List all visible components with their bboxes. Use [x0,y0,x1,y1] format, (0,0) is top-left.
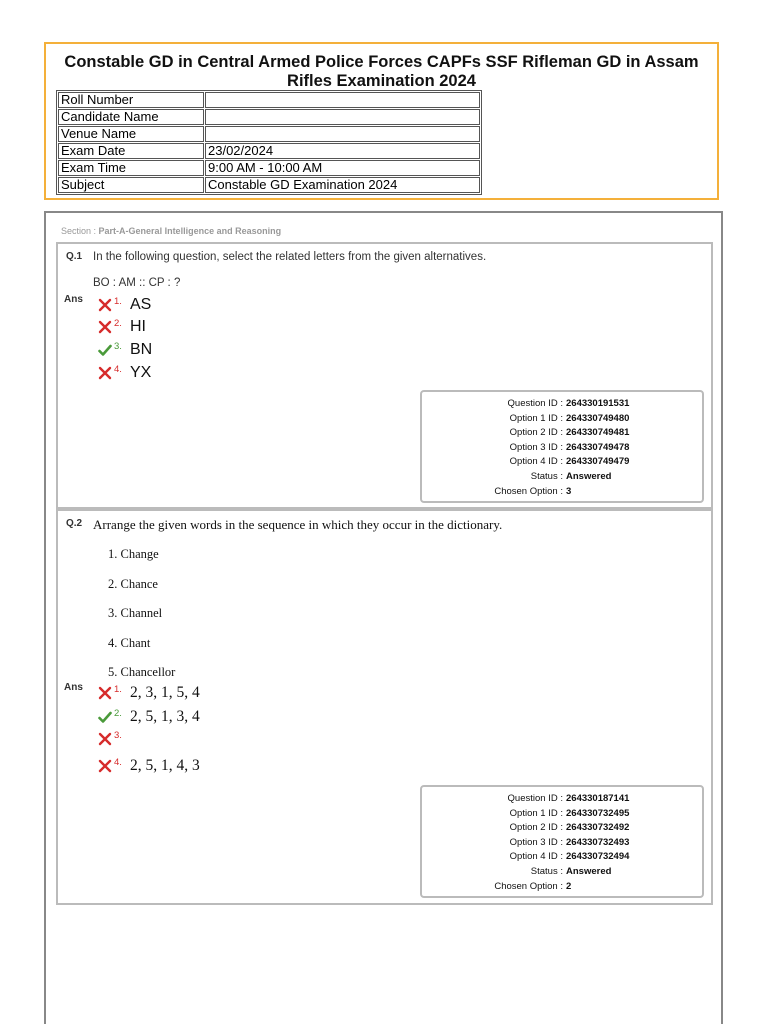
meta-key: Option 2 ID : [509,427,563,439]
list-item: 4. Chant [108,636,151,650]
response-sheet [44,211,723,1024]
section-title [61,226,281,236]
question-meta [420,785,704,898]
cross-icon [98,759,112,773]
option-number: 4. [114,756,122,768]
option-4 [98,757,200,775]
cross-icon [98,732,112,746]
meta-key: Option 2 ID : [509,822,563,834]
list-item: 1. Change [108,547,159,561]
section-name: Part-A-General Intelligence and Reasoning [98,226,282,236]
meta-value: 264330732493 [566,836,630,848]
option-text: 2, 5, 1, 4, 3 [129,757,200,774]
option-text: 2, 3, 1, 5, 4 [129,684,200,701]
info-label: Exam Time [58,160,204,176]
option-text: AS [129,296,152,313]
meta-key: Question ID : [507,398,563,409]
cross-icon [98,686,112,700]
status-row [422,865,702,880]
check-icon [98,343,112,357]
chosen-option-row [422,880,702,895]
option-number: 2. [114,707,122,719]
info-row [58,109,480,125]
option-text: 2, 5, 1, 3, 4 [129,708,200,725]
list-item: 5. Chancellor [108,665,176,679]
info-row [58,160,480,176]
question-2 [56,509,713,905]
info-row [58,143,480,159]
cross-icon [98,366,112,380]
option-2 [98,708,200,726]
option4-id-row [422,850,702,865]
meta-value: 264330749478 [566,441,630,453]
info-value: Constable GD Examination 2024 [205,177,480,193]
chosen-option-row [422,485,702,500]
info-label: Exam Date [58,143,204,159]
ans-label: Ans [64,294,83,305]
check-icon [98,710,112,724]
meta-value: 264330187141 [566,793,630,804]
option2-id-row [422,426,702,441]
option-1 [98,296,151,314]
question-1 [56,242,713,509]
meta-key: Option 3 ID : [509,441,563,453]
option4-id-row [422,455,702,470]
meta-value: 264330749481 [566,427,630,439]
ans-label: Ans [64,682,83,693]
cross-icon [98,298,112,312]
question-id-row [422,792,702,807]
option-1 [98,684,200,702]
option-2 [98,318,146,336]
list-item: 3. Channel [108,606,163,620]
option-4 [98,364,151,382]
meta-value: 264330191531 [566,398,630,409]
question-number: Q.1 [66,251,83,262]
cross-icon [98,320,112,334]
option1-id-row [422,807,702,822]
option3-id-row [422,441,702,456]
option2-id-row [422,821,702,836]
meta-key: Option 1 ID : [509,412,563,424]
meta-key: Option 3 ID : [509,836,563,848]
meta-key: Chosen Option : [494,485,563,497]
info-label: Roll Number [58,92,204,108]
info-value [205,126,480,142]
question-id-row [422,397,702,412]
info-row [58,177,480,193]
option-number: 2. [114,317,122,329]
question-number: Q.2 [66,518,83,529]
info-label: Venue Name [58,126,204,142]
option-number: 4. [114,363,122,375]
info-row [58,92,480,108]
option3-id-row [422,836,702,851]
option-number: 3. [114,340,122,352]
meta-value: 264330732492 [566,822,630,834]
meta-key: Option 1 ID : [509,807,563,819]
option-3 [98,341,152,359]
meta-value: Answered [566,470,612,482]
status-row [422,470,702,485]
info-value [205,92,480,108]
meta-value: 264330749480 [566,412,630,424]
candidate-info-table [56,90,482,195]
exam-title: Constable GD in Central Armed Police Forces CAPFs SSF Rifleman GD in Assam Rifles Examination 2024 [64,53,699,90]
option-number: 1. [114,683,122,695]
meta-key: Status : [530,470,563,482]
info-value: 9:00 AM - 10:00 AM [205,160,480,176]
meta-key: Question ID : [507,793,563,804]
meta-value: 264330749479 [566,456,630,468]
list-item: 2. Chance [108,577,158,591]
meta-value: 2 [566,880,572,892]
option-text: YX [129,364,152,381]
meta-key: Status : [530,865,563,877]
section-label: Section : [61,226,97,236]
option-number: 3. [114,729,122,741]
option-number: 1. [114,295,122,307]
option1-id-row [422,412,702,427]
meta-key: Option 4 ID : [509,456,563,468]
meta-key: Chosen Option : [494,880,563,892]
question-meta [420,390,704,503]
option-3 [98,729,130,746]
meta-key: Option 4 ID : [509,851,563,863]
meta-value: 3 [566,485,572,497]
option-text: HI [129,318,146,335]
question-subtext: BO : AM :: CP : ? [93,277,181,289]
meta-value: Answered [566,865,612,877]
exam-header [44,42,719,200]
question-text: In the following question, select the related letters from the given alternatives. [93,251,487,263]
info-value [205,109,480,125]
meta-value: 264330732494 [566,851,630,863]
info-value: 23/02/2024 [205,143,480,159]
info-label: Subject [58,177,204,193]
info-row [58,126,480,142]
option-text: BN [129,341,153,358]
meta-value: 264330732495 [566,807,630,819]
info-label: Candidate Name [58,109,204,125]
question-text: Arrange the given words in the sequence in which they occur in the dictionary. [93,517,503,532]
